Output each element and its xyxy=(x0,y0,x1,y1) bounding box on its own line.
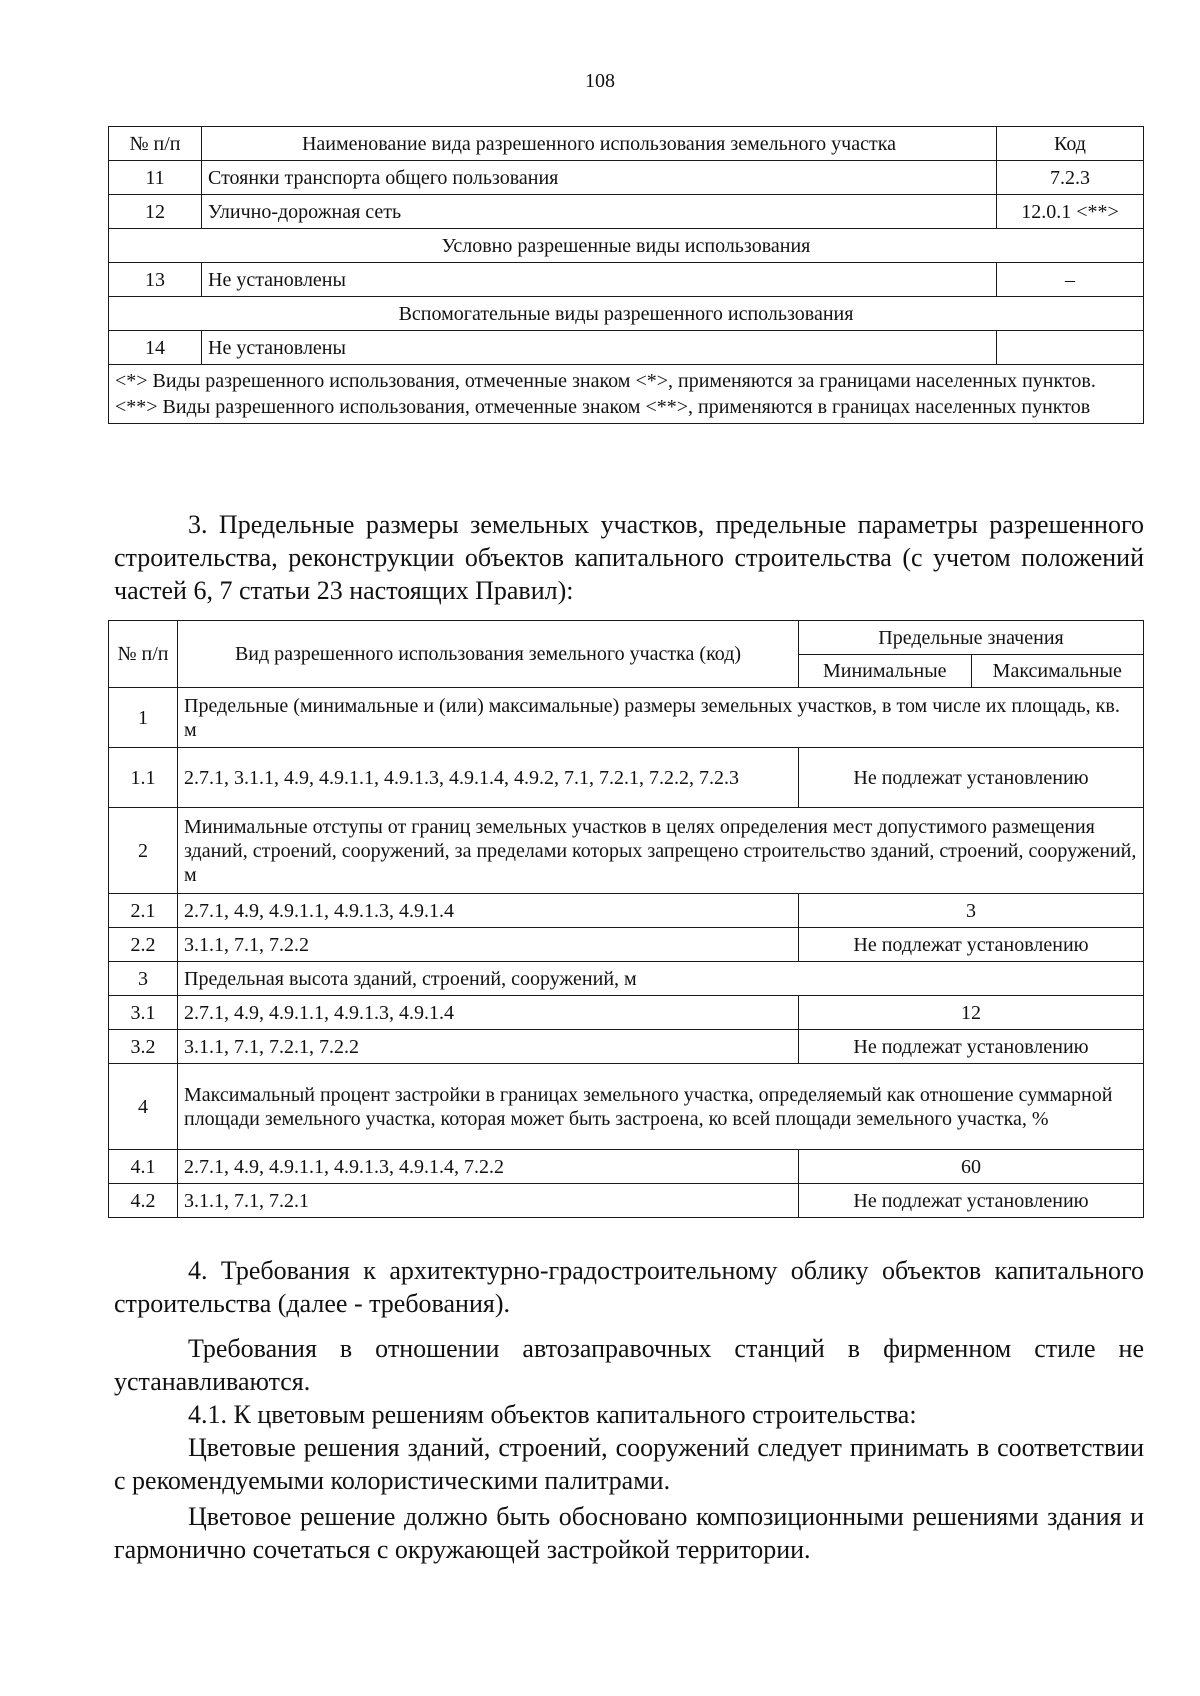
row-codes: 3.1.1, 7.1, 7.2.1, 7.2.2 xyxy=(178,1030,799,1064)
row-value: Не подлежат установлению xyxy=(799,1184,1144,1218)
row-text: Предельная высота зданий, строений, сооружений, м xyxy=(178,962,1144,996)
row-num: 1.1 xyxy=(109,748,178,808)
paragraph-color-harmony: Цветовое решение должно быть обосновано композиционными решениями здания и гармонично сочетаться с окружающей застройкой территории. xyxy=(114,1502,1144,1564)
table-row xyxy=(109,894,1144,928)
col-header-code: Код xyxy=(997,127,1144,161)
row-num: 1 xyxy=(109,688,178,748)
row-value: Не подлежат установлению xyxy=(799,748,1144,808)
row-num: 2.1 xyxy=(109,894,178,928)
table-row xyxy=(109,928,1144,962)
footnote-row xyxy=(109,365,1144,424)
permitted-use-table xyxy=(108,126,1144,424)
table-row xyxy=(109,263,1144,297)
page-number: 108 xyxy=(585,70,615,92)
row-num: 2 xyxy=(109,808,178,894)
row-codes: 2.7.1, 3.1.1, 4.9, 4.9.1.1, 4.9.1.3, 4.9.1.4, 4.9.2, 7.1, 7.2.1, 7.2.2, 7.2.3 xyxy=(178,748,799,808)
row-codes: 2.7.1, 4.9, 4.9.1.1, 4.9.1.3, 4.9.1.4 xyxy=(178,894,799,928)
footnote-1: <*> Виды разрешенного использования, отмеченные знаком <*>, применяются за границами населенных пунктов. xyxy=(115,370,1096,392)
row-name: Не установлены xyxy=(202,263,997,297)
row-value: Не подлежат установлению xyxy=(799,1030,1144,1064)
row-num: 2.2 xyxy=(109,928,178,962)
row-num: 13 xyxy=(109,263,202,297)
row-codes: 2.7.1, 4.9, 4.9.1.1, 4.9.1.3, 4.9.1.4, 7.2.2 xyxy=(178,1150,799,1184)
limits-table xyxy=(108,620,1144,1218)
row-value: 12 xyxy=(799,996,1144,1030)
table-row xyxy=(109,1150,1144,1184)
footnotes xyxy=(109,365,1144,424)
row-text: Минимальные отступы от границ земельных участков в целях определения мест допустимого размещения зданий, строений, сооружений, за пределами которых запрещено строительство зданий, строений, сооружений, м xyxy=(178,808,1144,894)
row-name: Стоянки транспорта общего пользования xyxy=(202,161,997,195)
section-3-heading: 3. Предельные размеры земельных участков, предельные параметры разрешенного строительства, реконструкции объектов капитального строительства (с учетом положений частей 6, 7 статьи 23 настоящих Правил): xyxy=(114,510,1144,605)
paragraph-color-palettes: Цветовые решения зданий, строений, сооружений следует принимать в соответствии с рекомендуемыми колористическими палитрами. xyxy=(114,1433,1144,1495)
row-text: Предельные (минимальные и (или) максимальные) размеры земельных участков, в том числе их площадь, кв. м xyxy=(178,688,1144,748)
table-row xyxy=(109,1030,1144,1064)
table-row xyxy=(109,1064,1144,1150)
row-code: 12.0.1 <**> xyxy=(997,195,1144,229)
section-row-conditional xyxy=(109,229,1144,263)
row-codes: 3.1.1, 7.1, 7.2.1 xyxy=(178,1184,799,1218)
col-header-num: № п/п xyxy=(109,127,202,161)
row-name: Не установлены xyxy=(202,331,997,365)
row-code xyxy=(997,331,1144,365)
section-row-auxiliary xyxy=(109,297,1144,331)
col-header-num: № п/п xyxy=(109,621,178,688)
section-title: Условно разрешенные виды использования xyxy=(109,229,1144,263)
row-num: 11 xyxy=(109,161,202,195)
row-num: 3 xyxy=(109,962,178,996)
table-row xyxy=(109,996,1144,1030)
table-row xyxy=(109,331,1144,365)
col-header-min: Минимальные xyxy=(799,655,972,688)
row-codes: 3.1.1, 7.1, 7.2.2 xyxy=(178,928,799,962)
row-num: 3.1 xyxy=(109,996,178,1030)
table-header-row xyxy=(109,621,1144,655)
paragraph-4-1: 4.1. К цветовым решениям объектов капитального строительства: xyxy=(188,1400,917,1429)
col-header-max: Максимальные xyxy=(971,655,1144,688)
row-code: 7.2.3 xyxy=(997,161,1144,195)
row-num: 3.2 xyxy=(109,1030,178,1064)
section-4-heading: 4. Требования к архитектурно-градостроительному облику объектов капитального строительства (далее - требования). xyxy=(114,1256,1144,1318)
section-title: Вспомогательные виды разрешенного использования xyxy=(109,297,1144,331)
col-header-kind: Вид разрешенного использования земельного участка (код) xyxy=(178,621,799,688)
table-row xyxy=(109,195,1144,229)
table-row xyxy=(109,962,1144,996)
table-row xyxy=(109,161,1144,195)
col-header-limits: Предельные значения xyxy=(799,621,1144,655)
row-value: 60 xyxy=(799,1150,1144,1184)
row-num: 4.1 xyxy=(109,1150,178,1184)
table-row xyxy=(109,808,1144,894)
row-text: Максимальный процент застройки в границах земельного участка, определяемый как отношение суммарной площади земельного участка, которая может быть застроена, ко всей площади земельного участка, % xyxy=(178,1064,1144,1150)
paragraph-gas-stations: Требования в отношении автозаправочных станций в фирменном стиле не устанавливаются. xyxy=(114,1334,1144,1396)
table-row xyxy=(109,1184,1144,1218)
row-num: 14 xyxy=(109,331,202,365)
table-row xyxy=(109,748,1144,808)
table-header-row xyxy=(109,127,1144,161)
row-name: Улично-дорожная сеть xyxy=(202,195,997,229)
row-num: 4.2 xyxy=(109,1184,178,1218)
col-header-name: Наименование вида разрешенного использования земельного участка xyxy=(202,127,997,161)
row-num: 12 xyxy=(109,195,202,229)
row-value: 3 xyxy=(799,894,1144,928)
row-code: – xyxy=(997,263,1144,297)
row-codes: 2.7.1, 4.9, 4.9.1.1, 4.9.1.3, 4.9.1.4 xyxy=(178,996,799,1030)
table-row xyxy=(109,688,1144,748)
row-num: 4 xyxy=(109,1064,178,1150)
footnote-2: <**> Виды разрешенного использования, отмеченные знаком <**>, применяются в границах населенных пунктов xyxy=(115,396,1091,418)
row-value: Не подлежат установлению xyxy=(799,928,1144,962)
